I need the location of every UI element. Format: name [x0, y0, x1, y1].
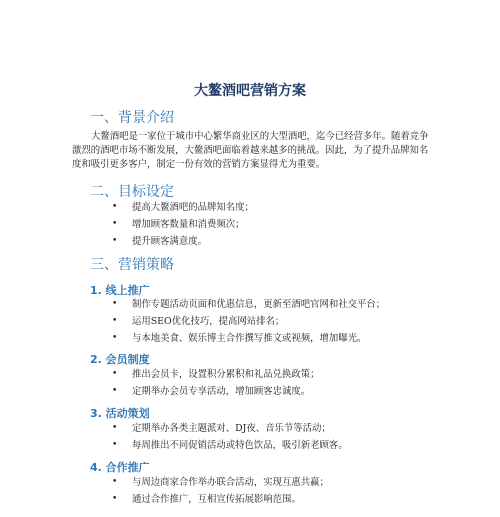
list-item-text: 定期举办会员专享活动，增加顾客忠诚度。 — [132, 386, 311, 397]
document-title: 大鳌酒吧营销方案 — [194, 83, 306, 99]
list-item-text: 与本地美食、娱乐博主合作撰写推文或视频，增加曝光。 — [132, 333, 367, 344]
list-item-text: 提高大鳌酒吧的品牌知名度； — [132, 202, 254, 213]
bullet-icon: • — [112, 316, 118, 326]
list-item — [0, 420, 500, 437]
events-list — [0, 420, 500, 454]
partners-list — [0, 474, 500, 508]
list-item — [0, 296, 500, 313]
list-item — [0, 233, 500, 250]
list-item-text: 定期举办各类主题派对、DJ夜、音乐节等活动； — [132, 423, 331, 434]
online-list — [0, 296, 500, 347]
list-item — [0, 216, 500, 233]
list-item — [0, 313, 500, 330]
list-item-text: 提升顾客满意度。 — [132, 236, 208, 247]
goals-list — [0, 199, 500, 250]
subsection-heading-online: 1. 线上推广 — [90, 284, 150, 297]
list-item-text: 增加顾客数量和消费频次； — [132, 219, 245, 230]
bullet-icon: • — [112, 386, 118, 396]
bullet-icon: • — [112, 219, 118, 229]
bullet-icon: • — [112, 477, 118, 487]
bullet-icon: • — [112, 423, 118, 433]
section-heading-background: 一、背景介绍 — [90, 110, 174, 126]
list-item-text: 通过合作推广，互相宣传拓展影响范围。 — [132, 494, 301, 505]
bullet-icon: • — [112, 333, 118, 343]
list-item — [0, 199, 500, 216]
subsection-heading-partners: 4. 合作推广 — [90, 461, 150, 474]
section-heading-goals: 二、目标设定 — [90, 184, 174, 200]
membership-list — [0, 366, 500, 400]
subsection-heading-membership: 2. 会员制度 — [90, 353, 150, 366]
list-item — [0, 330, 500, 347]
bullet-icon: • — [112, 494, 118, 504]
background-paragraph: 大鳌酒吧是一家位于城市中心繁华商业区的大型酒吧，迄今已经营多年。随着竞争激烈的酒吧市场不断发展，大鳌酒吧面临着越来越多的挑战。因此，为了提升品牌知名度和吸引更多客户，制定一份有效的营销方案显得尤为重要。 — [72, 131, 429, 170]
subsection-heading-events: 3. 活动策划 — [90, 407, 150, 420]
list-item — [0, 383, 500, 400]
bullet-icon: • — [112, 369, 118, 379]
bullet-icon: • — [112, 202, 118, 212]
list-item — [0, 366, 500, 383]
list-item — [0, 437, 500, 454]
bullet-icon: • — [112, 299, 118, 309]
list-item-text: 每周推出不同促销活动或特色饮品，吸引新老顾客。 — [132, 440, 348, 451]
list-item-text: 推出会员卡，设置积分累积和礼品兑换政策； — [132, 369, 320, 380]
list-item-text: 与周边商家合作举办联合活动，实现互惠共赢； — [132, 477, 329, 488]
section-heading-strategy: 三、营销策略 — [90, 257, 174, 273]
list-item — [0, 474, 500, 491]
list-item-text: 制作专题活动页面和优惠信息，更新至酒吧官网和社交平台； — [132, 299, 386, 310]
list-item-text: 运用SEO优化技巧，提高网站排名； — [132, 316, 285, 327]
bullet-icon: • — [112, 236, 118, 246]
list-item — [0, 491, 500, 508]
bullet-icon: • — [112, 440, 118, 450]
